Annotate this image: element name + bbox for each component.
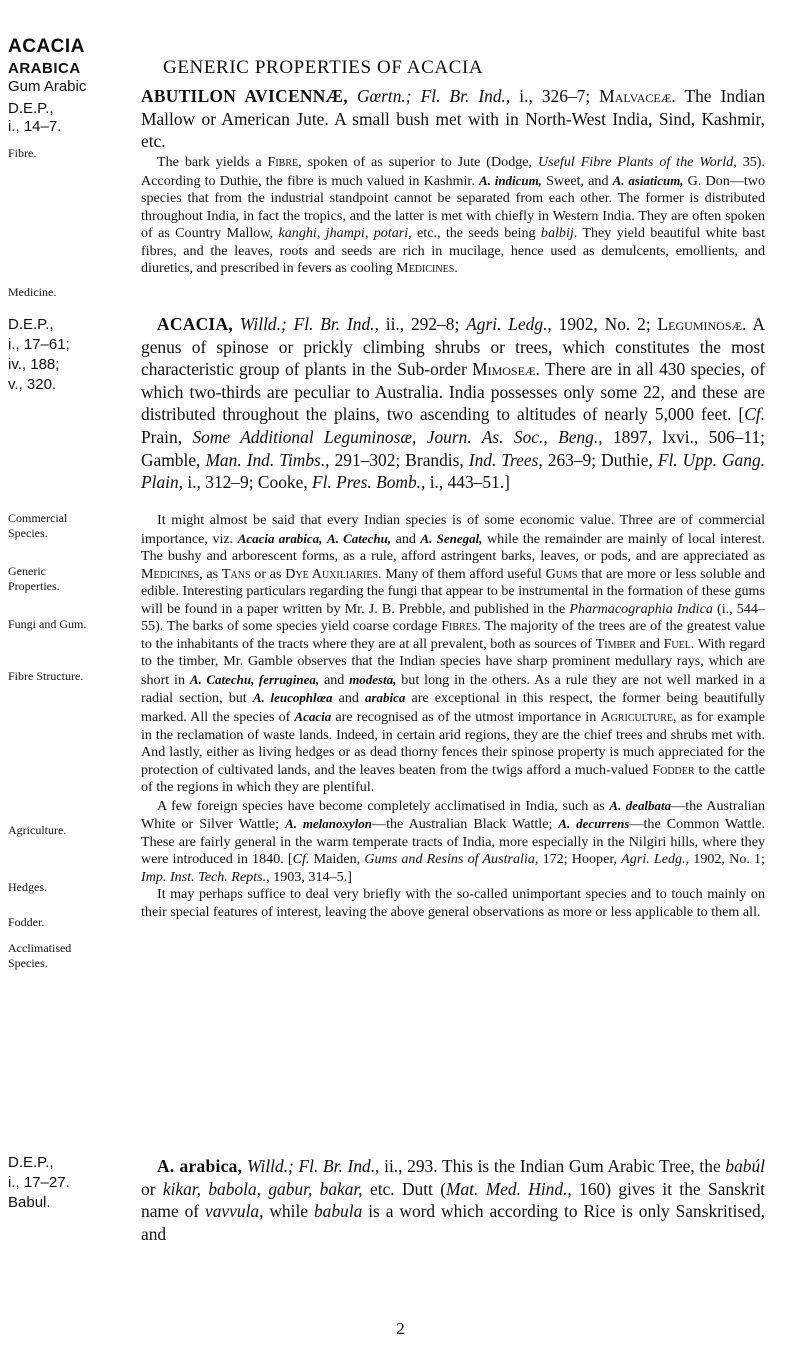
margin-note-fibre: Fibre. bbox=[8, 146, 37, 160]
entry-heading: A. arabica, bbox=[157, 1156, 243, 1176]
acacia-general-text bbox=[141, 512, 765, 922]
page-title: GENERIC PROPERTIES OF ACACIA bbox=[163, 57, 484, 78]
margin-note-acclimatised: Acclimatised Species. bbox=[8, 941, 72, 970]
paragraph-acclimatised: A few foreign species have become completely acclimatised in India, such as A. dealbata—the Australian White or Silver Wattle; A. melanoxylon—the Australian Black Wattle; A. decurrens—the Common Wattle. These are fairly general in the warm temperate tracts of India, more especially in the Nilgiri hills, where they were introduced in 1840. [Cf. Maiden, Gums and Resins of Australia, 172; Hooper, Agri. Ledg., 1902, No. 1; Imp. Inst. Tech. Repts., 1903, 314–5.] bbox=[141, 797, 766, 885]
margin-ref-arabica: D.E.P., i., 17–27. Babul. bbox=[8, 1153, 128, 1213]
margin-note-hedges: Hedges. bbox=[8, 880, 47, 894]
margin-note-babul: Babul. bbox=[8, 1194, 51, 1211]
margin-note-commercial-species: Commercial Species. bbox=[8, 511, 68, 540]
running-head-product: Gum Arabic bbox=[8, 78, 87, 95]
margin-note-generic-properties: Generic Properties. bbox=[8, 564, 60, 593]
entry-heading: ABUTILON AVICENNÆ, bbox=[141, 86, 348, 106]
margin-note-fodder: Fodder. bbox=[8, 915, 45, 929]
margin-note-medicine: Medicine. bbox=[8, 285, 57, 299]
abutilon-paragraph: The bark yields a Fibre, spoken of as superior to Jute (Dodge, Useful Fibre Plants of the World, 35). According to Duthie, the fibre is much valued in Kashmir. A. indicum, Sweet, and A. asiaticum, G. Don—two species that from the industrial standpoint cannot be separated from each other. The former is distributed throughout India, in fact the tropics, and the latter is met with chiefly in Western India. They are often spoken of as Country Mallow, kanghi, jhampi, potari, etc., the seeds being balbij. They yield beautiful white bast fibres, and the leaves, roots and seeds are rich in mucilage, hence used as demulcents, emollients, and diuretics, and prescribed in fevers as cooling Medicines. bbox=[141, 154, 766, 277]
running-head-genus: ACACIA bbox=[8, 36, 85, 57]
paragraph-economic-value: It might almost be said that every Indian species is of some economic value. Three are of commercial importance, viz. Acacia arabica, A. Catechu, and A. Senegal, while the remainder are mainly of local interest. The bushy and arborescent forms, as a rule, afford astringent barks, leaves, or pods, and are appreciated as Medicines, as Tans or as Dye Auxiliaries. Many of them afford useful Gums that are more or less soluble and edible. Interesting particulars regarding the fungi that appear to be instrumental in the formation of these gums will be found in a paper written by Mr. J. B. Prebble, and published in the Pharmacographia Indica (i., 544–55). The barks of some species yield coarse cordage Fibres. The majority of the trees are of the greatest value to the inhabitants of the tracts where they are at all prevalent, both as sources of Timber and Fuel. With regard to the timber, Mr. Gamble observes that the Indian species have sharp prominent medullary rays, which are short in A. Catechu, ferruginea, and modesta, but long in the others. As a rule they are not well marked in a radial section, but A. leucophlœa and arabica are exceptional in this respect, the former being beautifully marked. All the species of Acacia are recognised as of the utmost importance in Agriculture, as for example in the reclamation of waste lands. Indeed, in certain arid regions, they are the chief trees and shrubs met with. And lastly, either as living hedges or as dead thorny fences their spinose property is much appreciated for the protection of cultivated lands, and the leaves beaten from the twigs afford a much-valued Fodder to the cattle of the regions in which they are plentiful. bbox=[141, 512, 766, 796]
entry-heading: ACACIA, bbox=[157, 314, 234, 334]
abutilon-entry: ABUTILON AVICENNÆ, Gœrtn.; Fl. Br. Ind., i., 326–7; Malvaceæ. The Indian Mallow or American Jute. A small bush met with in North-West India, Sind, Kashmir, etc. bbox=[141, 86, 766, 152]
paragraph-summary: It may perhaps suffice to deal very briefly with the so-called unimportant species and to touch mainly on their special features of interest, leaving the above general observations as more or less applicable to them all. bbox=[141, 886, 765, 921]
arabica-entry: A. arabica, Willd.; Fl. Br. Ind., ii., 293. This is the Indian Gum Arabic Tree, the babúl or kikar, babola, gabur, bakar, etc. Dutt (Mat. Med. Hind., 160) gives it the Sanskrit name of vavvula, while babula is a word which according to Rice is only Sanskritised, and bbox=[141, 1156, 765, 1244]
margin-note-fungi-gum: Fungi and Gum. bbox=[8, 617, 87, 631]
margin-ref-acacia: D.E.P., i., 17–61; iv., 188; v., 320. bbox=[8, 316, 70, 393]
margin-ref-abutilon: D.E.P., i., 14–7. bbox=[8, 100, 62, 135]
margin-note-agriculture: Agriculture. bbox=[8, 823, 67, 837]
running-head-species: ARABICA bbox=[8, 60, 81, 77]
acacia-entry: ACACIA, Willd.; Fl. Br. Ind., ii., 292–8; Agri. Ledg., 1902, No. 2; Leguminosæ. A genus of spinose or prickly climbing shrubs or trees, which constitutes the most characteristic group of plants in the Sub-order Mimoseæ. There are in all 430 species, of which two-thirds are peculiar to Australia. India possesses only some 22, and these are distributed throughout the plains, two ascending to altitudes of nearly 5,000 feet. [Cf. Prain, Some Additional Leguminosæ, Journ. As. Soc., Beng., 1897, lxvi., 506–11; Gamble, Man. Ind. Timbs., 291–302; Brandis, Ind. Trees, 263–9; Duthie, Fl. Upp. Gang. Plain, i., 312–9; Cooke, Fl. Pres. Bomb., i., 443–51.] bbox=[141, 314, 765, 493]
page-number: 2 bbox=[396, 1319, 405, 1338]
margin-note-fibre-structure: Fibre Structure. bbox=[8, 669, 84, 683]
